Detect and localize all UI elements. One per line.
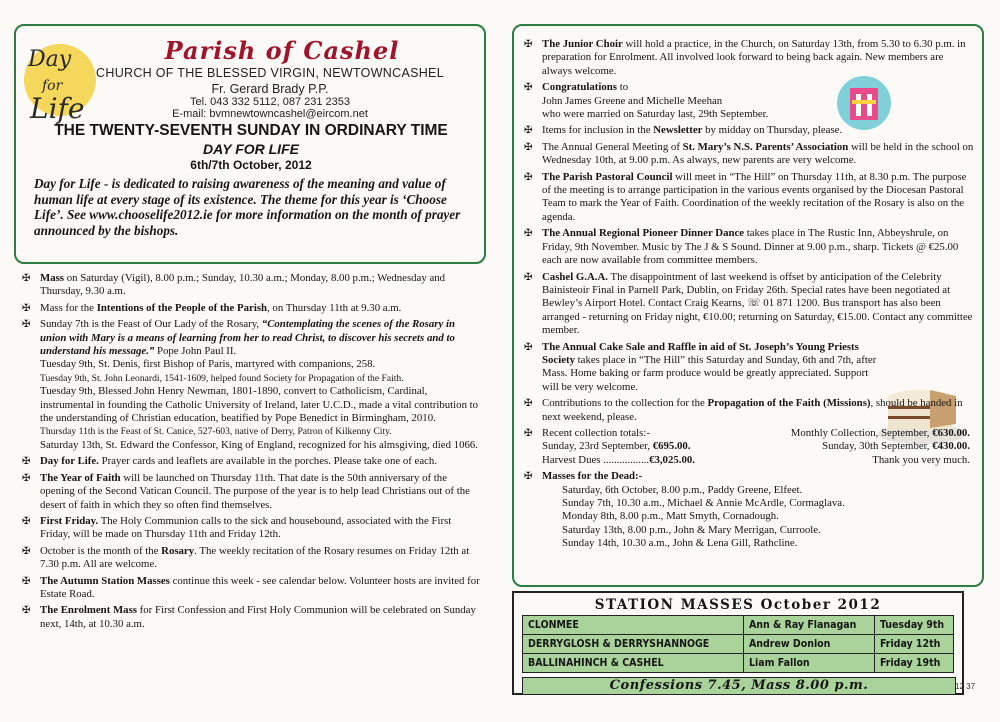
notice-junior-choir: ✠ The Junior Choir will hold a practice, in the Church, on Saturday 13th, from 5.30 to 6.30 p.m. in preparation for Enrolment. All involved look forward to being back again. New members are always welcome. [524, 38, 966, 77]
cross-icon: ✠ [22, 575, 31, 587]
left-notices [22, 272, 482, 634]
congrats-couple: John James Greene and Michelle Meehan [542, 94, 723, 107]
notice-masses-for-dead: ✠ Masses for the Dead:- [524, 470, 643, 483]
intro-paragraph: Day for Life - is dedicated to raising awareness of the meaning and value of human life at every stage of its existence. The theme for this year is ‘Choose Life’. See www.chooselife2012.ie for more information on the month of prayer announced by the bishops. [34, 176, 461, 238]
notice-intentions: ✠ Mass for the Intentions of the People of the Parish, on Thursday 11th at 9.30 a.m. [22, 301, 402, 314]
theme-title: DAY FOR LIFE [203, 141, 299, 157]
right-notices [524, 38, 976, 551]
confessions-line: Confessions 7.45, Mass 8.00 p.m. [522, 677, 956, 695]
station-day: Friday 12th [875, 635, 954, 654]
sunday-title: THE TWENTY-SEVENTH SUNDAY IN ORDINARY TIME [54, 122, 448, 139]
notice-feast-rosary: ✠ Sunday 7th is the Feast of Our Lady of the Rosary, “Contemplating the scenes of the Rosary in union with Mary is a means of learning from her to read Christ, to discover his secrets and to understand his message.” Pope John Paul II. [22, 318, 455, 358]
priest-name: Fr. Gerard Brady P.P. [211, 82, 329, 96]
station-day: Tuesday 9th [875, 616, 954, 635]
cross-icon: ✠ [524, 271, 533, 283]
notice-collections: ✠ Recent collection totals:- Monthly Collection, September, €630.00. [524, 426, 970, 439]
cross-icon: ✠ [524, 471, 533, 483]
cross-icon: ✠ [22, 605, 31, 617]
mass-dead-item: Saturday 13th, 8.00 p.m., John & Mary Merrigan, Curroole. [562, 523, 821, 536]
station-masses-table [522, 615, 954, 673]
mass-dead-item: Monday 8th, 8.00 p.m., Matt Smyth, Cornadough. [562, 510, 779, 523]
feast-st-john-leonardi: Tuesday 9th, St. John Leonardi, 1541-1609, helped found Society for Propagation of the Faith. [40, 372, 404, 384]
telephone: Tel. 043 332 5112, 087 231 2353 [189, 96, 351, 108]
cross-icon: ✠ [524, 228, 533, 240]
notice-station-masses: ✠ The Autumn Station Masses continue this week - see calendar below. Volunteer hosts are invited for Estate Road. [22, 574, 480, 600]
station-day: Friday 19th [875, 654, 954, 673]
feast-st-canice: Thursday 11th is the Feast of St. Canice, 527-603, native of Derry, Patron of Kilkenny City. [40, 426, 392, 438]
svg-text:Life: Life [30, 92, 85, 125]
notice-mass-times: ✠ Mass on Saturday (Vigil), 8.00 p.m.; Sunday, 10.30 a.m.; Monday, 8.00 p.m.; Wednesday and Thursday, 9.30 a.m. [22, 272, 446, 298]
station-host: Ann & Ray Flanagan [744, 616, 875, 635]
cross-icon: ✠ [524, 427, 533, 439]
collection-harvest: Harvest Dues .................€3,025.00. Thank you very much. [542, 453, 970, 466]
notice-year-of-faith: ✠ The Year of Faith will be launched on Thursday 11th. That date is the 50th anniversary of the opening of the Second Vatican Council. The purpose of the year is to help lead Christians out of the desert of faith in which they so often find themselves. [22, 471, 470, 511]
page-code: 12 37 [955, 682, 976, 691]
table-row [523, 654, 954, 673]
feast-st-edward: Saturday 13th, St. Edward the Confessor, King of England, recognized for his almsgiving, died 1066. [40, 438, 478, 451]
cross-icon: ✠ [22, 319, 31, 331]
cross-icon: ✠ [22, 545, 31, 557]
notice-cashel-gaa: ✠ Cashel G.A.A. The disappointment of last weekend is offset by anticipation of the Celebrity Bainisteoir Final in Parnell Park, Dublin, on Friday 26th. Special rates have been negotiated at Bewley’s Airport Hotel. Contact Craig Kearns, ☏ 01 871 1200. Bus transport has also been arranged - returning on Friday night, €10.00; returning on Saturday, €15.00. Contact any committee member. [524, 270, 973, 337]
cross-icon: ✠ [22, 515, 31, 527]
station-masses-title: STATION MASSES October 2012 [594, 597, 882, 613]
church-name: CHURCH OF THE BLESSED VIRGIN, NEWTOWNCASHEL [96, 66, 444, 80]
notice-enrolment-mass: ✠ The Enrolment Mass for First Confession and First Holy Communion will be celebrated on Sunday next, 14th, at 10.30 a.m. [22, 604, 476, 630]
cross-icon: ✠ [524, 341, 533, 353]
notice-agm: ✠ The Annual General Meeting of St. Mary’s N.S. Parents’ Association will be held in the school on Wednesday 10th, at 9.00 p.m. As always, new parents are very welcome. [524, 140, 974, 167]
station-host: Andrew Donlon [744, 635, 875, 654]
cross-icon: ✠ [22, 456, 31, 468]
email: E-mail: bvmnewtowncashel@eircom.net [172, 108, 368, 120]
notice-congratulations: ✠ Congratulations to [524, 81, 629, 94]
cross-icon: ✠ [22, 273, 31, 284]
mass-dead-item: Sunday 14th, 10.30 a.m., John & Lena Gill, Rathcline. [562, 537, 798, 550]
notice-cake-sale: ✠ The Annual Cake Sale and Raffle in aid of St. Joseph’s Young Priests Society takes place in “The Hill” this Saturday and Sunday, 6th and 7th, after Mass. Home baking or farm produce would be greatly appreciated. Support will be very welcome. [524, 340, 877, 393]
notice-day-for-life: ✠ Day for Life. Prayer cards and leaflets are available in the porches. Please take one of each. [22, 455, 438, 468]
svg-text:Day: Day [28, 47, 72, 72]
notice-rosary: ✠ October is the month of the Rosary. The weekly recitation of the Rosary resumes on Friday 12th at 7.30 p.m. All are welcome. [22, 544, 470, 571]
cross-icon: ✠ [524, 39, 533, 50]
station-place: BALLINAHINCH & CASHEL [523, 654, 744, 673]
feast-st-denis: Tuesday 9th, St. Denis, first Bishop of Paris, martyred with companions, 258. [40, 358, 376, 371]
cross-icon: ✠ [524, 125, 533, 137]
station-place: CLONMEE [523, 616, 744, 635]
notice-missions: ✠ Contributions to the collection for the Propagation of the Faith (Missions), should be handed in next weekend, please. [524, 397, 963, 423]
mass-dead-item: Sunday 7th, 10.30 a.m., Michael & Annie McArdle, Cormaglava. [562, 497, 845, 509]
station-place: DERRYGLOSH & DERRYSHANNOGE [523, 635, 744, 654]
svg-text:for: for [42, 78, 63, 94]
cross-icon: ✠ [22, 472, 31, 484]
cross-icon: ✠ [524, 171, 533, 183]
cross-icon: ✠ [22, 302, 31, 314]
congrats-date: who were married on Saturday last, 29th September. [542, 108, 769, 121]
station-masses-box [512, 591, 964, 695]
cross-icon: ✠ [524, 82, 533, 94]
notice-newsletter: ✠ Items for inclusion in the Newsletter by midday on Thursday, please. [524, 124, 843, 137]
cross-icon: ✠ [524, 398, 533, 410]
notice-pioneer-dance: ✠ The Annual Regional Pioneer Dinner Dance takes place in The Rustic Inn, Abbeyshrule, on Friday, 9th November. Music by The J & S Sound. Dinner at 9.00 p.m., sharp. Tickets @ €25.00 each are now available from committee members. [524, 227, 959, 267]
cross-icon: ✠ [524, 141, 533, 153]
table-row [523, 616, 954, 635]
notice-first-friday: ✠ First Friday. The Holy Communion calls to the sick and housebound, associated with the First Friday, will be made on Thursday 11th and Friday 12th. [22, 514, 452, 541]
notice-pastoral-council: ✠ The Parish Pastoral Council will meet in “The Hill” on Thursday 11th, at 8.30 p.m. The purpose of the meeting is to arrange participation in the various events organised by the Diocesan Pastoral Team to mark the Year of Faith. Coordination of the weekly recitation of the Rosary is also on the agenda. [524, 170, 967, 223]
date-line: 6th/7th October, 2012 [190, 158, 312, 172]
table-row [523, 635, 954, 654]
collection-sundays: Sunday, 23rd September, €695.00. Sunday, 30th September, €430.00. [542, 440, 970, 453]
feast-newman: Tuesday 9th, Blessed John Henry Newman, 1801-1890, convert to Catholicism, Cardinal, instrumental in founding the Catholic University of Ireland, later U.C.D., made a vital contribution to the understanding of Christian education, beatified by Pope Benedict in Birmingham, 2010. [40, 385, 479, 425]
mass-dead-item: Saturday, 6th October, 8.00 p.m., Paddy Greene, Elfeet. [562, 483, 803, 496]
parish-title: Parish of Cashel [164, 36, 400, 65]
station-host: Liam Fallon [744, 654, 875, 673]
